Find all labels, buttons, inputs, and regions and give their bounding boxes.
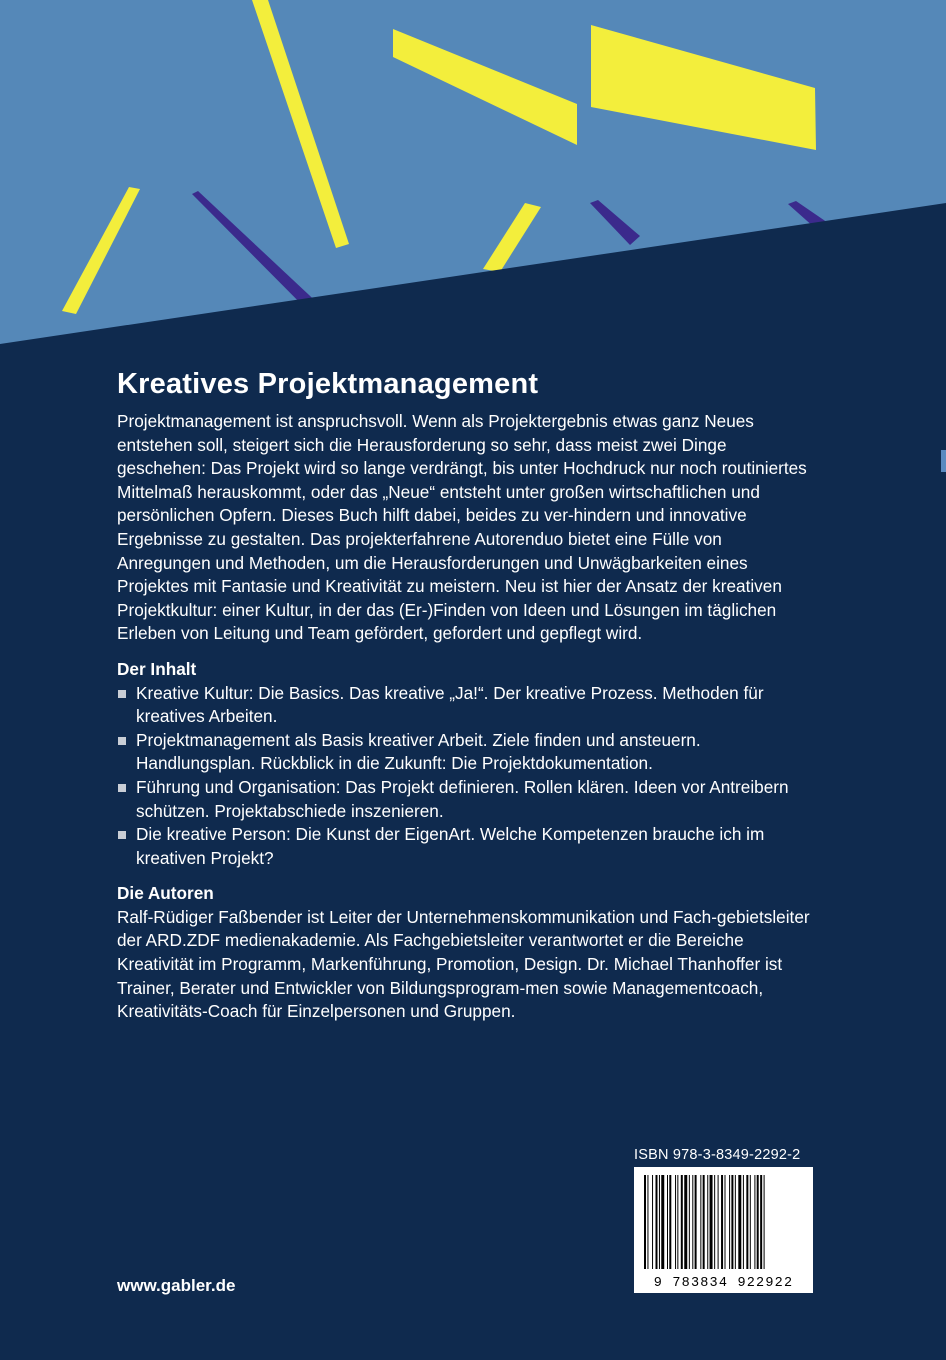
barcode-bar xyxy=(757,1175,759,1269)
contents-list xyxy=(117,682,817,871)
contents-item-text: Kreative Kultur: Die Basics. Das kreative „Ja!“. Der kreative Prozess. Methoden für kreatives Arbeiten. xyxy=(136,682,764,727)
isbn-label: ISBN 978-3-8349-2292-2 xyxy=(634,1147,801,1163)
contents-item xyxy=(117,682,817,729)
barcode-bar xyxy=(707,1175,708,1269)
book-title: Kreatives Projektmanagement xyxy=(117,368,539,400)
barcode-bar xyxy=(647,1175,648,1269)
authors-text: Ralf-Rüdiger Faßbender ist Leiter der Unternehmenskommunikation und Fach-gebietsleiter der ARD.ZDF medienakademie. Als Fachgebietsleiter verantwortet er die Bereiche Kreativität im Programm, Markenführung, Promotion, Design. Dr. Michael Thanhoffer ist Trainer, Berater und Entwickler von Bildungsprogram-men sowie Managementcoach, Kreativitäts-Coach für Einzelpersonen und Gruppen. xyxy=(117,906,810,1022)
barcode-digits: 9 783834 922922 xyxy=(653,1276,794,1291)
barcode-bar xyxy=(692,1175,693,1269)
barcode-bar xyxy=(746,1175,748,1269)
book-description: Projektmanagement ist anspruchsvoll. Wenn als Projektergebnis etwas ganz Neues entstehen soll, steigert sich die Herausforderung so sehr, dass meist zwei Dinge geschehen: Das Projekt wird so lange verdrängt, bis unter Hochdruck nur noch routiniertes Mittelmaß herauskommt, oder das „Neue“ entsteht unter großen wirtschaftlichen und persönlichen Opfern. Dieses Buch hilft dabei, beides zu ver-hindern und innovative Ergebnisse zu gestalten. Das projekterfahrene Autorenduo bietet eine Fülle von Anregungen und Methoden, um die Herausforderungen und Unwägbarkeiten eines Projektes mit Fantasie und Kreativität zu meistern. Neu ist hier der Ansatz der kreativen Projektkultur: einer Kultur, in der das (Er-)Finden von Ideen und Lösungen im täglichen Erleben von Leitung und Team gefördert, gefordert und gepflegt wird. xyxy=(117,411,807,644)
barcode-bar xyxy=(729,1175,730,1269)
square-bullet-icon xyxy=(118,690,126,698)
barcode-bar xyxy=(689,1175,690,1269)
barcode-bar xyxy=(684,1175,687,1269)
barcode-bar xyxy=(754,1175,755,1269)
square-bullet-icon xyxy=(118,784,126,792)
barcode-bar xyxy=(703,1175,705,1269)
contents-item xyxy=(117,776,817,823)
barcode-bar xyxy=(721,1175,723,1269)
barcode-bar xyxy=(710,1175,713,1269)
contents-item xyxy=(117,729,817,776)
square-bullet-icon xyxy=(118,737,126,745)
barcode-bar xyxy=(652,1175,653,1269)
barcode-bar xyxy=(669,1175,671,1269)
isbn-barcode xyxy=(634,1167,813,1293)
barcode-bar xyxy=(681,1175,683,1269)
barcode-bar xyxy=(661,1175,664,1269)
cover-art xyxy=(0,0,946,360)
contents-item-text: Die kreative Person: Die Kunst der EigenArt. Welche Kompetenzen brauche ich im kreativen Projekt? xyxy=(136,824,765,868)
barcode-bar xyxy=(695,1175,697,1269)
barcode-bar xyxy=(714,1175,715,1269)
barcode-bar xyxy=(760,1175,762,1269)
contents-item-text: Projektmanagement als Basis kreativer Arbeit. Ziele finden und ansteuern. Handlungsplan. Rückblick in die Zukunft: Die Projektdokumentation. xyxy=(136,729,701,774)
barcode-bar xyxy=(659,1175,660,1269)
contents-item-text: Führung und Organisation: Das Projekt definieren. Rollen klären. Ideen vor Antreibern schützen. Projektabschiede inszenieren. xyxy=(136,776,789,821)
barcode-bar xyxy=(718,1175,719,1269)
barcode-bar xyxy=(750,1175,751,1269)
square-bullet-icon xyxy=(118,831,126,839)
barcode-bars-icon xyxy=(634,1167,813,1271)
edge-mark xyxy=(941,450,946,472)
barcode-bar xyxy=(675,1175,676,1269)
barcode-bar xyxy=(656,1175,658,1269)
barcode-bar xyxy=(677,1175,678,1269)
contents-item xyxy=(117,823,817,870)
barcode-bar xyxy=(700,1175,701,1269)
barcode-bar xyxy=(738,1175,741,1269)
contents-heading: Der Inhalt xyxy=(117,658,197,679)
back-cover-content xyxy=(117,368,817,1024)
barcode-bar xyxy=(644,1175,646,1269)
authors-heading: Die Autoren xyxy=(117,883,214,904)
barcode-bar xyxy=(764,1175,765,1269)
barcode-bar xyxy=(731,1175,733,1269)
publisher-url: www.gabler.de xyxy=(117,1276,236,1295)
barcode-bar xyxy=(725,1175,726,1269)
barcode-bar xyxy=(735,1175,736,1269)
barcode-bar xyxy=(743,1175,744,1269)
barcode-bar xyxy=(667,1175,668,1269)
